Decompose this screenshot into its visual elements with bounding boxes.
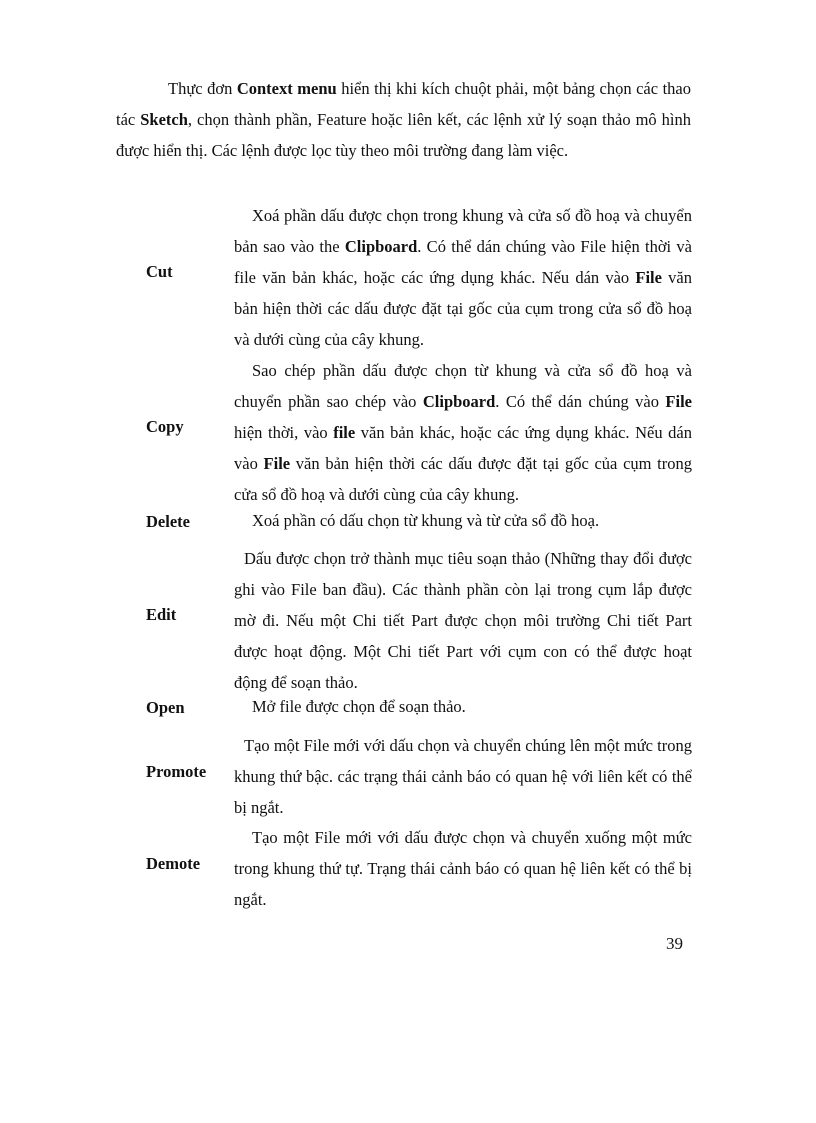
- cut-description: Xoá phần dấu được chọn trong khung và cửa số đồ hoạ và chuyển bản sao vào the Clipboard. Có thể dán chúng vào File hiện thời và file văn bản khác, hoặc các ứng dụng khác. Nếu dán vào File văn bản hiện thời các dấu được đặt tại gốc của cụm trong cửa sổ đồ hoạ và dưới cùng của cây khung.: [234, 206, 693, 349]
- demote-term: Demote: [146, 854, 201, 873]
- promote-term: Promote: [146, 762, 207, 781]
- cut-term: Cut: [146, 262, 173, 281]
- delete-description: Xoá phần có dấu chọn từ khung và từ cửa sổ đồ hoạ.: [252, 511, 600, 530]
- delete-term: Delete: [146, 512, 190, 531]
- edit-term: Edit: [146, 605, 177, 624]
- copy-term: Copy: [146, 417, 184, 436]
- sketch-term: Sketch: [140, 110, 188, 129]
- open-description: Mở file được chọn để soạn thảo.: [252, 697, 466, 716]
- page-number: 39: [666, 934, 683, 953]
- promote-description: Tạo một File mới với dấu chọn và chuyển chúng lên một mức trong khung thứ bậc. các trạng thái cảnh báo có quan hệ với liên kết có thể bị ngắt.: [234, 736, 692, 817]
- context-menu-term: Context menu: [236, 79, 337, 98]
- demote-description: Tạo một File mới với dấu được chọn và chuyển xuống một mức trong khung thứ tự. Trạng thái cảnh báo có quan hệ liên kết có thể bị ngắt.: [234, 828, 692, 909]
- copy-description: Sao chép phần dấu được chọn từ khung và cửa sổ đồ hoạ và chuyển phần sao chép vào Clipboard. Có thể dán chúng vào File hiện thời, vào file văn bản khác, hoặc các ứng dụng khác. Nếu dán vào File văn bản hiện thời các dấu được đặt tại gốc của cụm trong cửa sổ đồ hoạ và dưới cùng của cây khung.: [234, 361, 693, 504]
- open-term: Open: [146, 698, 185, 717]
- intro-paragraph: Thực đơn Context menu hiển thị khi kích chuột phải, một bảng chọn các thao tác Sketch, chọn thành phần, Feature hoặc liên kết, các lệnh xử lý soạn thảo mô hình được hiển thị. Các lệnh được lọc tùy theo môi trường đang làm việc.: [116, 79, 692, 160]
- edit-description: Dấu được chọn trở thành mục tiêu soạn thảo (Những thay đổi được ghi vào File ban đầu). Các thành phần còn lại trong cụm lắp được mờ đi. Nếu một Chi tiết Part được chọn môi trường Chi tiết Part được hoạt động. Một Chi tiết Part với cụm con có thể được hoạt động để soạn thảo.: [234, 549, 692, 692]
